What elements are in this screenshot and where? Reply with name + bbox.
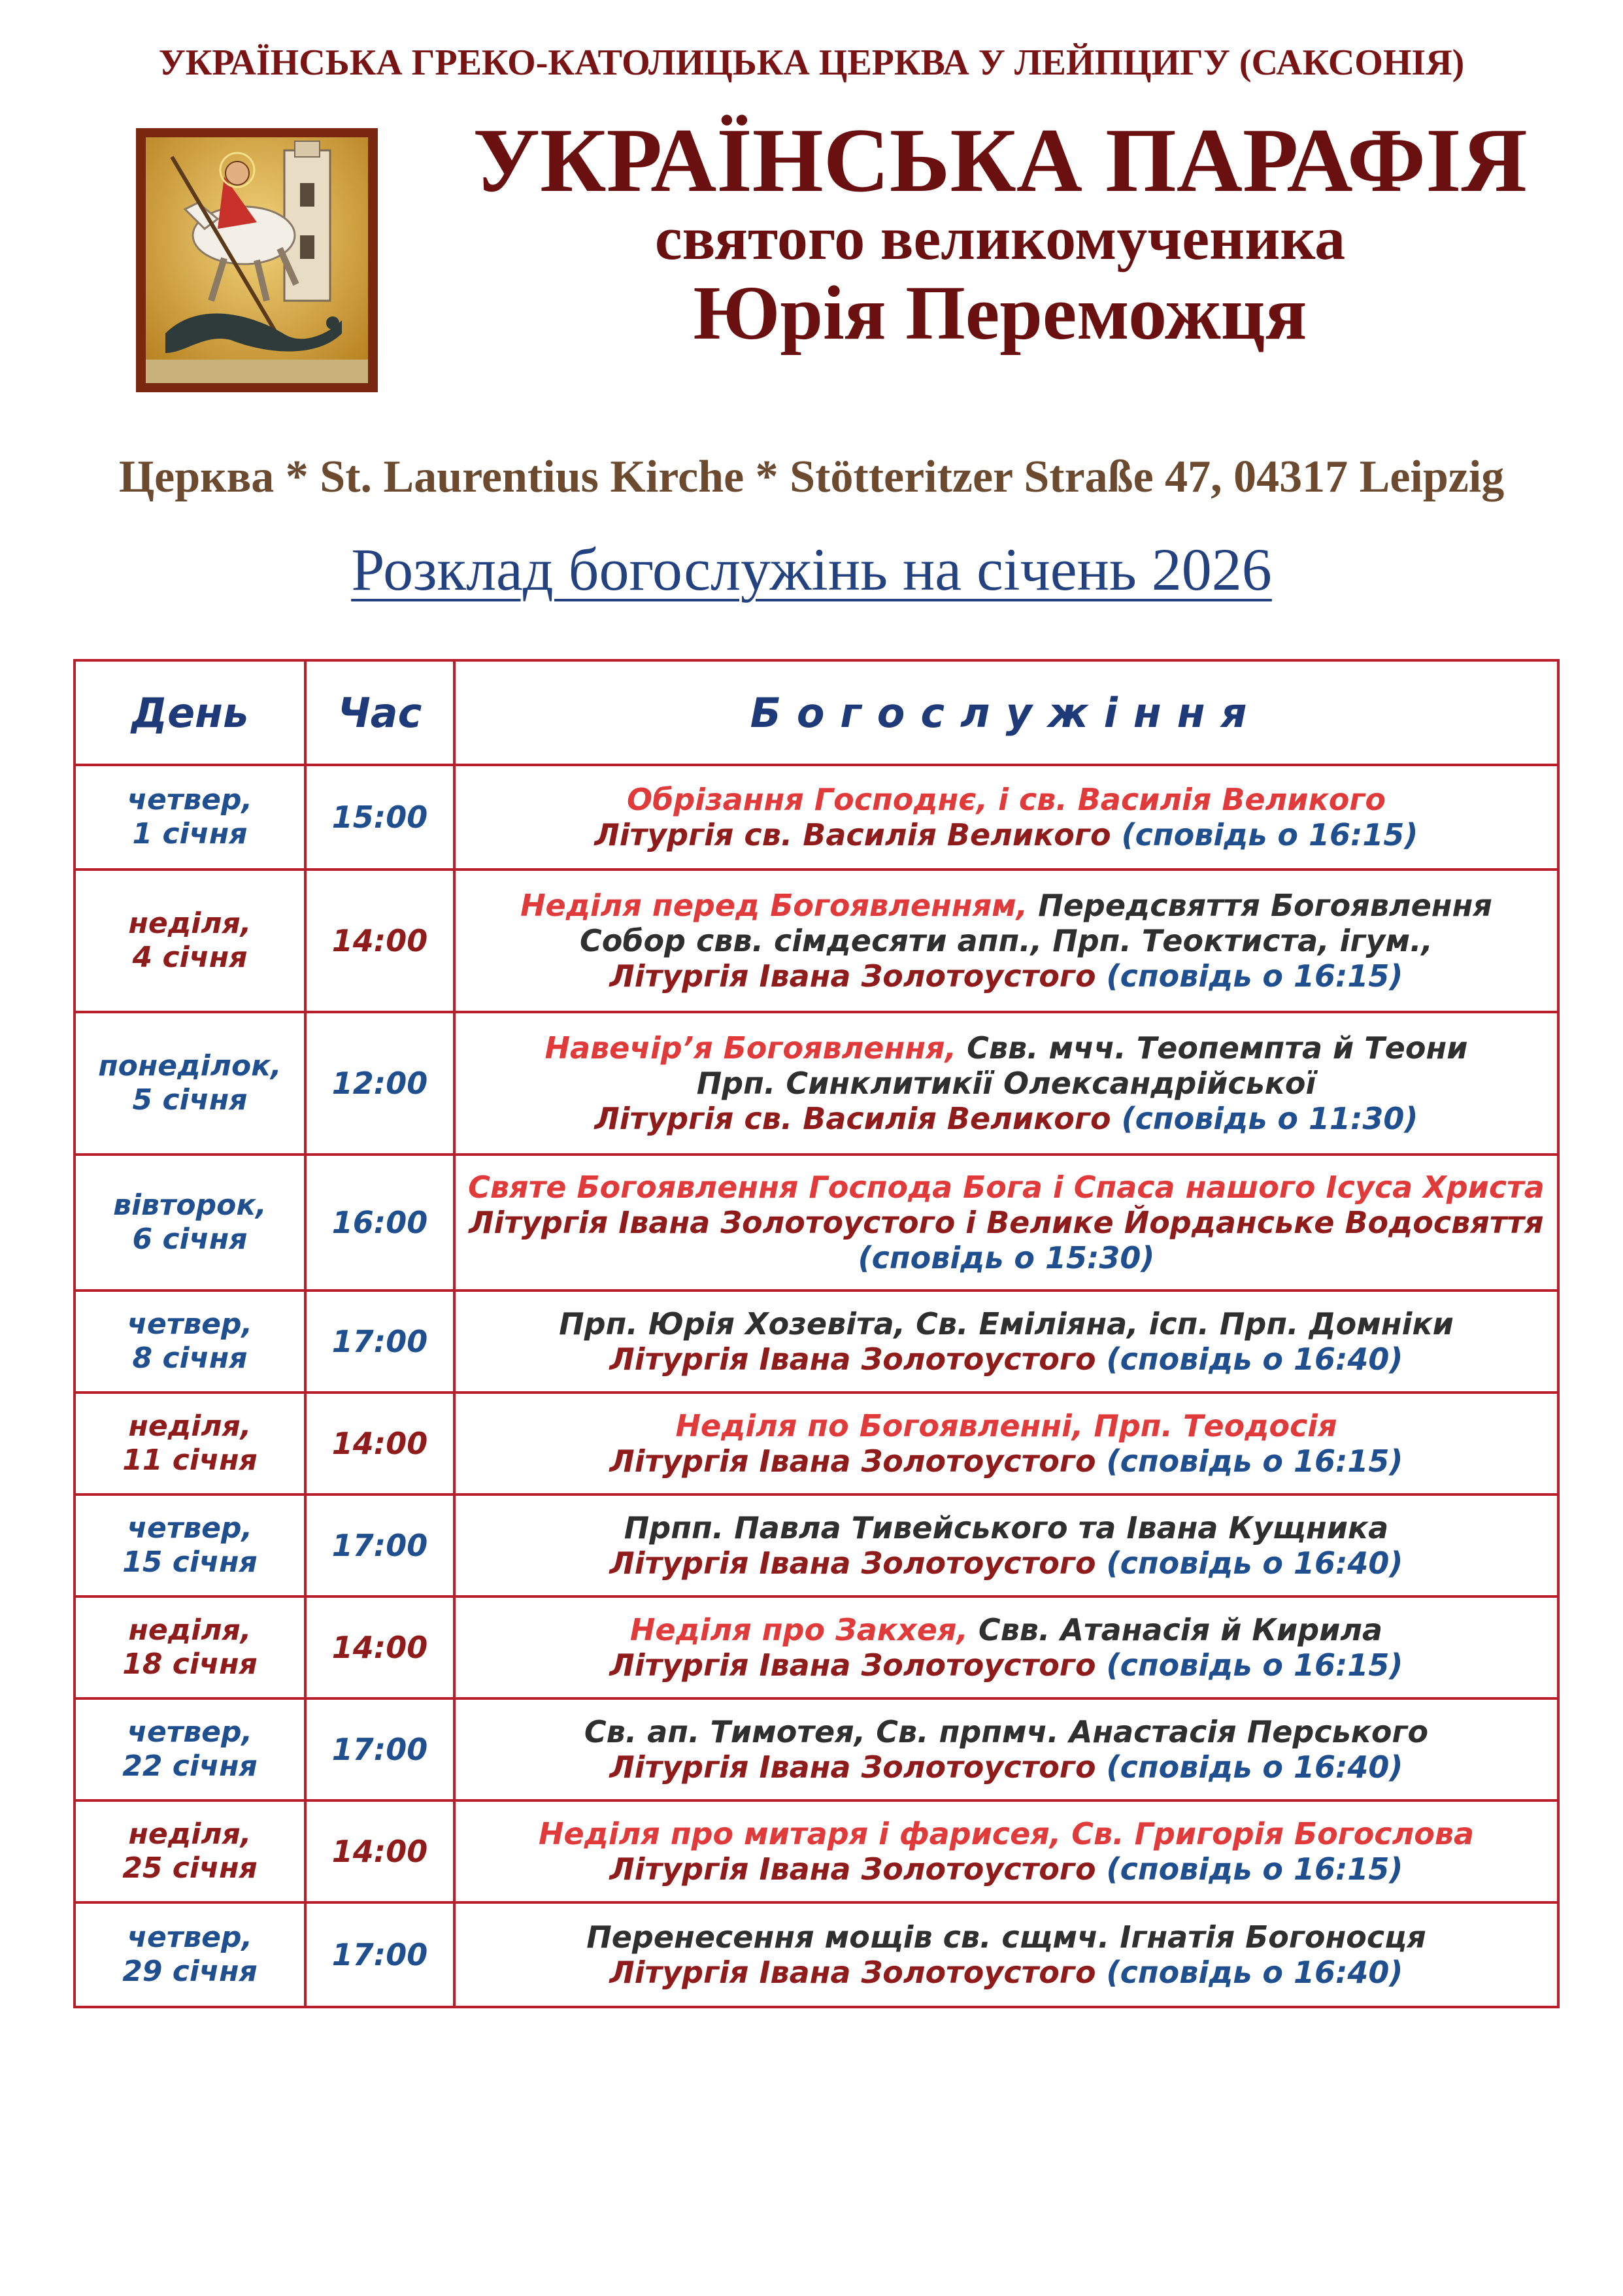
service-line	[462, 1919, 1550, 1955]
service-saints: Передсвяття Богоявлення	[1028, 887, 1492, 923]
service-line	[462, 1408, 1550, 1443]
service-liturgy: Літургія Івана Золотоустого	[609, 1443, 1096, 1479]
header-time: Час	[305, 660, 454, 765]
service-liturgy: Літургія св. Василія Великого	[594, 817, 1111, 853]
service-liturgy: Літургія Івана Золотоустого	[609, 1749, 1096, 1785]
parish-subtitle: святого великомученика	[654, 205, 1346, 273]
header-day: День	[75, 660, 305, 765]
time-cell: 16:00	[305, 1155, 454, 1291]
day-weekday: четвер,	[127, 1308, 253, 1342]
service-note: (сповідь о 16:15)	[1096, 1851, 1403, 1887]
saint-george-icon	[136, 128, 378, 392]
time-cell: 17:00	[305, 1902, 454, 2007]
service-line	[462, 1714, 1550, 1749]
service-line	[462, 1066, 1550, 1101]
service-line	[462, 1816, 1550, 1851]
service-liturgy: Літургія Івана Золотоустого	[609, 958, 1096, 994]
day-date: 5 січня	[132, 1083, 248, 1117]
service-line	[462, 923, 1550, 958]
service-confession: (сповідь о 16:15)	[1096, 958, 1403, 994]
saint-george-image	[145, 137, 369, 383]
service-feast: Навечір’я Богоявлення,	[544, 1030, 957, 1066]
time-cell: 17:00	[305, 1698, 454, 1800]
service-confession: (сповідь о 15:30)	[858, 1240, 1155, 1276]
service-liturgy: Літургія Івана Золотоустого	[609, 1851, 1096, 1887]
service-cell	[454, 1155, 1558, 1291]
time-cell: 14:00	[305, 1393, 454, 1494]
day-date: 22 січня	[122, 1749, 258, 1783]
parish-name: Юрія Переможця	[693, 270, 1307, 356]
day-cell	[75, 1012, 305, 1155]
service-cell	[454, 1800, 1558, 1902]
service-liturgy: Літургія Івана Золотоустого і Велике Йорданське Водосвяття	[469, 1204, 1544, 1240]
day-weekday: четвер,	[127, 1921, 253, 1955]
service-cell	[454, 1393, 1558, 1494]
service-cell	[454, 1291, 1558, 1393]
service-note: (сповідь о 16:15)	[1111, 817, 1418, 853]
service-saints: Прпп. Павла Тивейського та Івана Кущника	[624, 1510, 1389, 1545]
service-cell	[454, 1494, 1558, 1596]
service-line	[462, 1443, 1550, 1479]
day-cell	[75, 1596, 305, 1698]
day-date: 15 січня	[122, 1545, 258, 1579]
service-saints: Прп. Юрія Хозевіта, Св. Еміліяна, ісп. Прп. Домніки	[559, 1306, 1454, 1342]
service-confession: (сповідь о 11:30)	[1111, 1101, 1418, 1137]
service-cell	[454, 765, 1558, 869]
day-cell	[75, 1291, 305, 1393]
service-line	[462, 1510, 1550, 1545]
service-line	[462, 1545, 1550, 1581]
time-cell: 12:00	[305, 1012, 454, 1155]
day-date: 6 січня	[132, 1223, 248, 1256]
time-cell: 14:00	[305, 1596, 454, 1698]
header-service: Богослужіння	[454, 660, 1558, 765]
service-schedule-table	[73, 659, 1560, 2008]
day-weekday: четвер,	[127, 1511, 253, 1545]
parish-title: УКРАЇНСЬКА ПАРАФІЯ	[473, 110, 1528, 211]
service-liturgy: Літургія Івана Золотоустого	[609, 1342, 1096, 1377]
table-row	[75, 1155, 1558, 1291]
day-cell	[75, 1698, 305, 1800]
service-cell	[454, 1902, 1558, 2007]
service-saints: Св. ап. Тимотея, Св. прпмч. Анастасія Перського	[584, 1714, 1429, 1749]
church-header: УКРАЇНСЬКА ГРЕКО-КАТОЛИЦЬКА ЦЕРКВА У ЛЕЙПЦИГУ (САКСОНІЯ)	[158, 42, 1465, 83]
service-line	[462, 888, 1550, 923]
service-note: (сповідь о 16:40)	[1096, 1955, 1403, 1990]
service-line	[462, 1749, 1550, 1785]
service-line	[462, 1955, 1550, 1990]
service-feast: Неділя по Богоявленні, Прп. Теодосія	[675, 1408, 1337, 1443]
service-feast: Обрізання Господнє, і св. Василія Великого	[627, 781, 1386, 817]
time-cell: 17:00	[305, 1291, 454, 1393]
table-row	[75, 1494, 1558, 1596]
service-feast: Неділя перед Богоявленням,	[520, 887, 1028, 923]
day-cell	[75, 1494, 305, 1596]
day-date: 4 січня	[132, 941, 248, 974]
service-line	[462, 1030, 1550, 1066]
service-line	[462, 817, 1550, 853]
service-liturgy: Літургія Івана Золотоустого	[609, 1647, 1096, 1683]
service-note: Собор свв. сімдесяти апп., Прп. Теоктиста, ігум.,	[579, 922, 1433, 958]
day-cell	[75, 1393, 305, 1494]
service-cell	[454, 1698, 1558, 1800]
day-date: 11 січня	[122, 1443, 258, 1477]
service-line	[462, 1647, 1550, 1683]
service-saints: Свв. мчч. Теопемпта й Теони	[956, 1030, 1468, 1066]
table-row	[75, 1291, 1558, 1393]
service-note: (сповідь о 16:15)	[1096, 1647, 1403, 1683]
day-cell	[75, 765, 305, 869]
table-row	[75, 1800, 1558, 1902]
service-line	[462, 1851, 1550, 1887]
day-weekday: неділя,	[128, 1410, 252, 1443]
day-date: 1 січня	[132, 817, 248, 851]
service-feast: Неділя про Закхея,	[629, 1612, 968, 1647]
day-weekday: четвер,	[127, 1715, 253, 1749]
day-cell	[75, 869, 305, 1012]
table-row	[75, 1902, 1558, 2007]
service-note: (сповідь о 16:40)	[1096, 1342, 1403, 1377]
service-note: (сповідь о 16:15)	[1096, 1443, 1403, 1479]
schedule-title	[0, 535, 1623, 604]
service-note: (сповідь о 16:40)	[1096, 1545, 1403, 1581]
service-liturgy: Літургія Івана Золотоустого	[609, 1955, 1096, 1990]
table-row	[75, 765, 1558, 869]
service-feast: Святе Богоявлення Господа Бога і Спаса нашого Ісуса Христа	[468, 1169, 1545, 1205]
service-note: Прп. Синклитикії Олександрійської	[696, 1065, 1316, 1101]
service-feast: Неділя про митаря і фарисея, Св. Григорія Богослова	[538, 1815, 1475, 1851]
table-row	[75, 1393, 1558, 1494]
day-weekday: понеділок,	[98, 1049, 282, 1083]
church-address: Церква * St. Laurentius Kirche * Stötteritzer Straße 47, 04317 Leipzig	[118, 452, 1505, 502]
service-line	[462, 1306, 1550, 1342]
day-date: 25 січня	[122, 1851, 258, 1885]
time-cell: 14:00	[305, 869, 454, 1012]
day-weekday: вівторок,	[113, 1189, 267, 1223]
service-line	[462, 782, 1550, 817]
table-row	[75, 1596, 1558, 1698]
service-line	[462, 1101, 1550, 1136]
day-date: 8 січня	[132, 1342, 248, 1375]
time-cell: 14:00	[305, 1800, 454, 1902]
service-saints: Свв. Атанасія й Кирила	[967, 1612, 1383, 1647]
table-row	[75, 1698, 1558, 1800]
service-line	[462, 1612, 1550, 1647]
service-line	[462, 1240, 1550, 1275]
table-row	[75, 869, 1558, 1012]
schedule-title-text: Розклад богослужінь на січень 2026	[351, 536, 1272, 603]
day-weekday: неділя,	[128, 1613, 252, 1647]
service-cell	[454, 1012, 1558, 1155]
service-saints: Перенесення мощів св. сщмч. Ігнатія Богоносця	[586, 1919, 1426, 1955]
service-cell	[454, 869, 1558, 1012]
service-line	[462, 958, 1550, 994]
day-weekday: неділя,	[128, 907, 252, 941]
service-liturgy: Літургія Івана Золотоустого	[609, 1545, 1096, 1581]
service-line	[462, 1342, 1550, 1377]
time-cell: 15:00	[305, 765, 454, 869]
service-liturgy: Літургія св. Василія Великого	[594, 1101, 1111, 1137]
day-date: 29 січня	[122, 1955, 258, 1988]
service-note: (сповідь о 16:40)	[1096, 1749, 1403, 1785]
day-cell	[75, 1902, 305, 2007]
day-weekday: четвер,	[127, 783, 253, 817]
table-header-row	[75, 660, 1558, 765]
table-row	[75, 1012, 1558, 1155]
service-line	[462, 1170, 1550, 1205]
time-cell: 17:00	[305, 1494, 454, 1596]
day-cell	[75, 1800, 305, 1902]
day-date: 18 січня	[122, 1647, 258, 1681]
service-line	[462, 1205, 1550, 1240]
service-cell	[454, 1596, 1558, 1698]
day-cell	[75, 1155, 305, 1291]
day-weekday: неділя,	[128, 1817, 252, 1851]
